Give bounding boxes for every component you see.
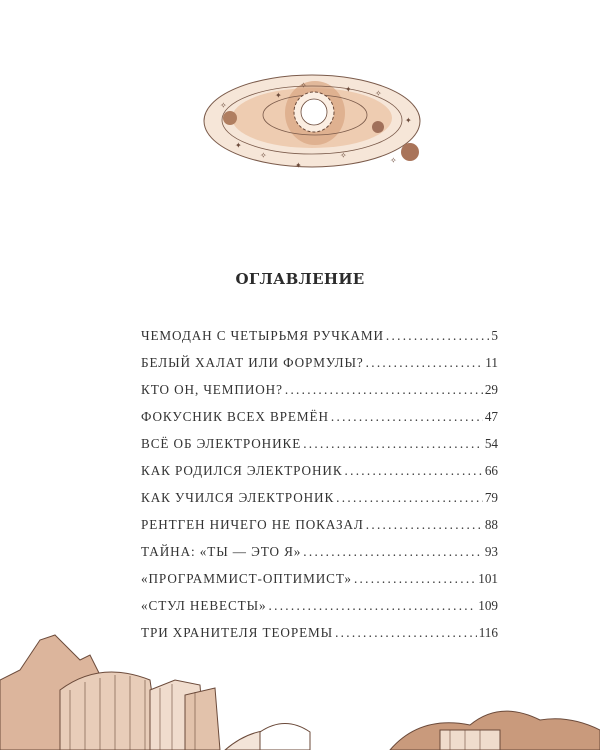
leader-dots <box>366 355 484 371</box>
page-title: ОГЛАВЛЕНИЕ <box>235 270 365 288</box>
svg-text:✦: ✦ <box>405 116 412 125</box>
chapter-title: ТРИ ХРАНИТЕЛЯ ТЕОРЕМЫ <box>141 625 334 640</box>
page-number: 29 <box>484 382 498 397</box>
chapter-title: КАК РОДИЛСЯ ЭЛЕКТРОНИК <box>141 463 343 478</box>
chapter-title: ТАЙНА: «ТЫ — ЭТО Я» <box>141 544 302 559</box>
leader-dots <box>269 598 477 614</box>
leader-dots <box>366 517 483 533</box>
page-number: 116 <box>478 625 498 640</box>
chapter-title: ВСЁ ОБ ЭЛЕКТРОНИКЕ <box>141 436 302 451</box>
page-number: 66 <box>484 463 498 478</box>
svg-text:✦: ✦ <box>345 85 352 94</box>
leader-dots <box>345 463 483 479</box>
svg-text:✧: ✧ <box>340 151 347 160</box>
chapter-title: РЕНТГЕН НИЧЕГО НЕ ПОКАЗАЛ <box>141 517 364 532</box>
toc-entry <box>141 544 498 571</box>
toc-entry <box>141 463 498 490</box>
leader-dots <box>336 490 483 506</box>
chapter-title: ФОКУСНИК ВСЕХ ВРЕМЁН <box>141 409 329 424</box>
page-number: 109 <box>478 598 498 613</box>
chapter-title: КТО ОН, ЧЕМПИОН? <box>141 382 283 397</box>
planet-icon <box>372 121 384 133</box>
leader-dots <box>303 436 483 452</box>
chapter-title: «ПРОГРАММИСТ-ОПТИМИСТ» <box>141 571 352 586</box>
toc-entry <box>141 409 498 436</box>
page-number: 101 <box>478 571 498 586</box>
svg-text:✧: ✧ <box>220 101 227 110</box>
planet-icon <box>401 143 419 161</box>
chapter-title: «СТУЛ НЕВЕСТЫ» <box>141 598 267 613</box>
chapter-title: ЧЕМОДАН С ЧЕТЫРЬМЯ РУЧКАМИ <box>141 328 384 343</box>
page-number: 11 <box>485 355 498 370</box>
toc-entry <box>141 382 498 409</box>
chapter-title: БЕЛЫЙ ХАЛАТ ИЛИ ФОРМУЛЫ? <box>141 355 364 370</box>
page-number: 88 <box>484 517 498 532</box>
leader-dots <box>386 328 489 344</box>
leader-dots <box>331 409 483 425</box>
svg-text:✧: ✧ <box>390 156 397 165</box>
svg-text:✧: ✧ <box>260 151 267 160</box>
toc-entry <box>141 355 498 382</box>
page-number: 47 <box>484 409 498 424</box>
table-of-contents <box>141 328 498 652</box>
svg-text:✧: ✧ <box>300 81 307 90</box>
svg-text:✦: ✦ <box>295 161 302 170</box>
city-buildings-illustration <box>0 620 600 750</box>
leader-dots <box>303 544 483 560</box>
leader-dots <box>285 382 483 398</box>
planet-icon <box>223 111 237 125</box>
svg-text:✧: ✧ <box>375 89 382 98</box>
toc-entry <box>141 571 498 598</box>
svg-text:✦: ✦ <box>235 141 242 150</box>
chapter-title: КАК УЧИЛСЯ ЭЛЕКТРОНИК <box>141 490 335 505</box>
svg-text:✦: ✦ <box>275 91 282 100</box>
toc-entry <box>141 490 498 517</box>
leader-dots <box>354 571 476 587</box>
toc-entry <box>141 436 498 463</box>
page-number: 79 <box>484 490 498 505</box>
toc-entry <box>141 517 498 544</box>
toc-entry <box>141 328 498 355</box>
page-number: 54 <box>484 436 498 451</box>
page-number: 93 <box>484 544 498 559</box>
solar-system-illustration <box>200 68 430 178</box>
page-number: 5 <box>491 328 498 343</box>
